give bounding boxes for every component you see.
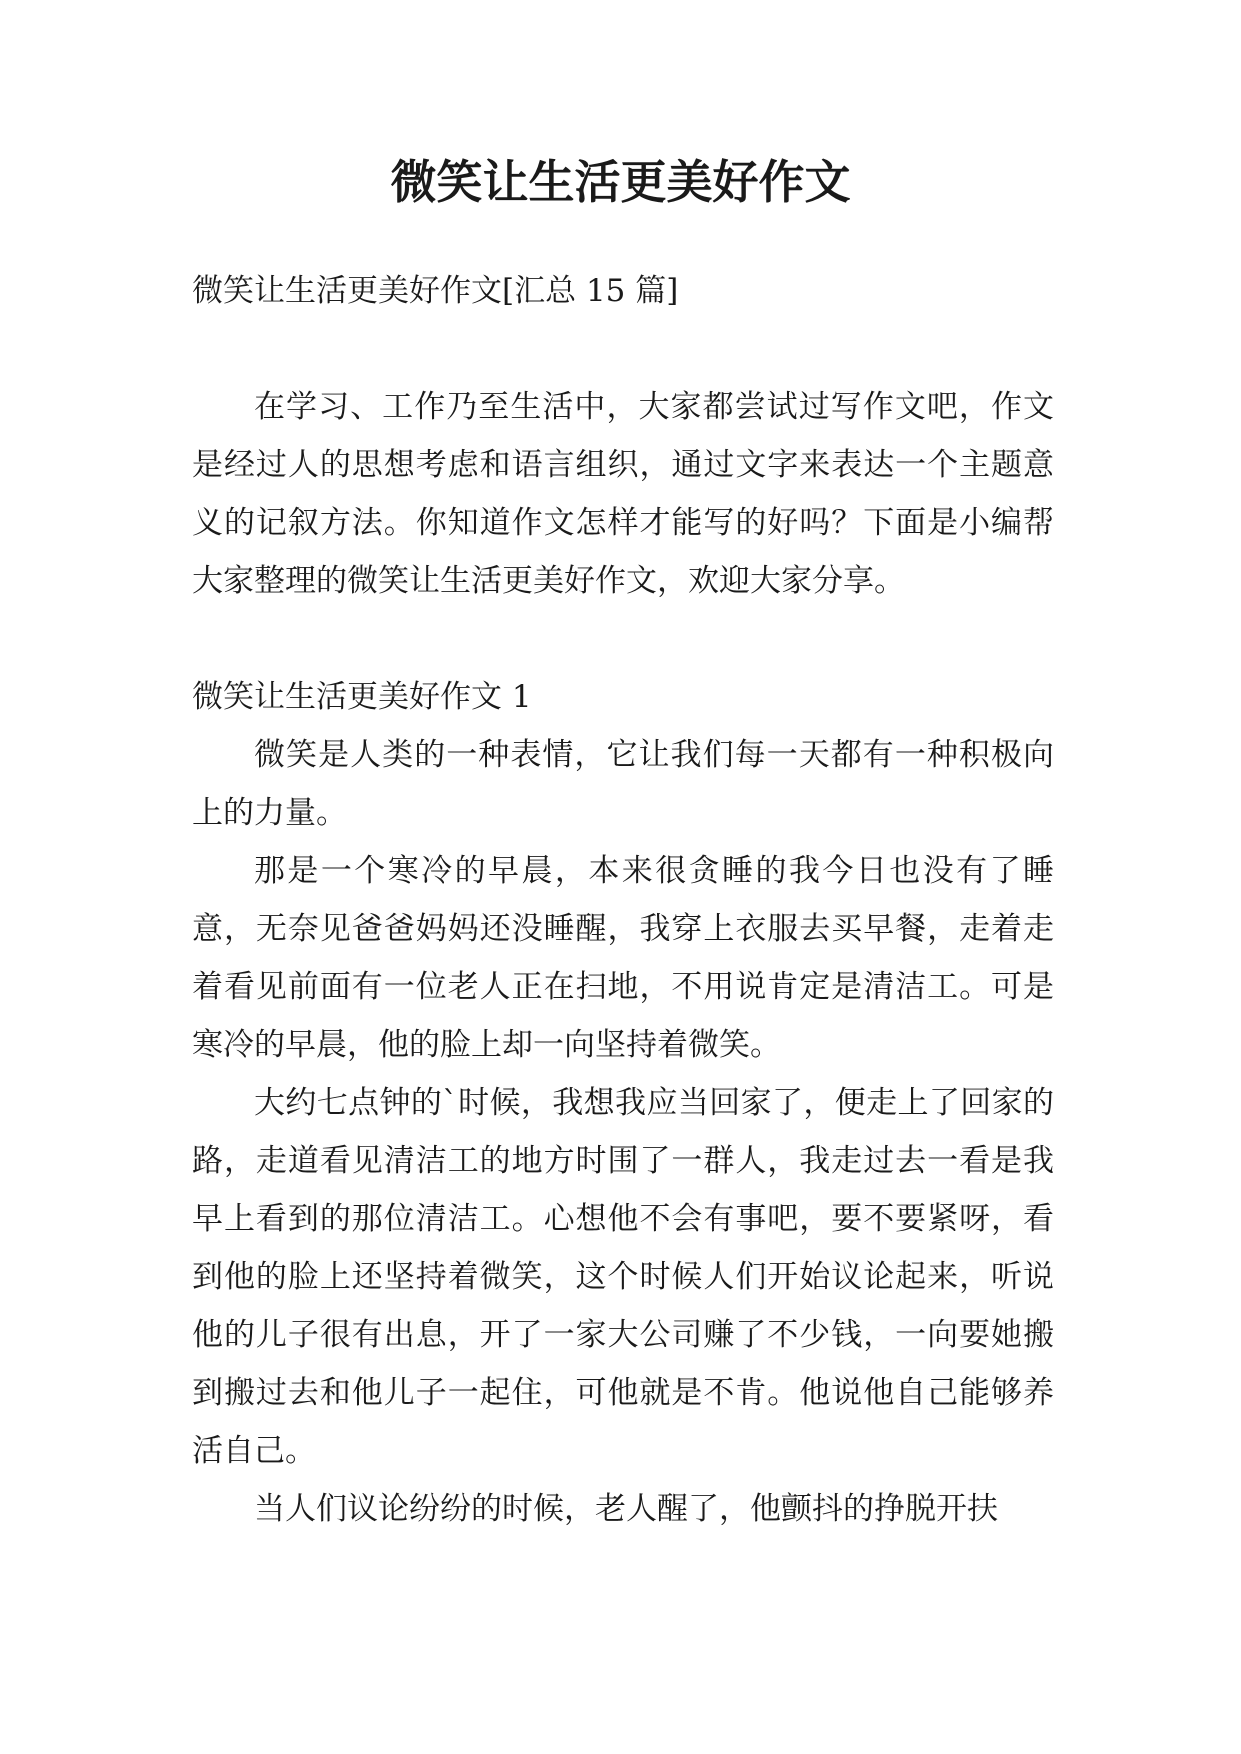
body-paragraph: 大约七点钟的`时候，我想我应当回家了，便走上了回家的路，走道看见清洁工的地方时围了一群人，我走过去一看是我早上看到的那位清洁工。心想他不会有事吧，要不要紧呀，看到他的脸上还坚持着微笑，这个时候人们开始议论起来，听说他的儿子很有出息，开了一家大公司赚了不少钱，一向要她搬到搬过去和他儿子一起住，可他就是不肯。他说他自己能够养活自己。 [192,1085,1054,1469]
section-heading: 微笑让生活更美好作文 1 [192,679,532,715]
document-body [192,262,1054,1538]
body-paragraph: 当人们议论纷纷的时候，老人醒了，他颤抖的挣脱开扶 [254,1491,998,1527]
body-paragraph: 那是一个寒冷的早晨，本来很贪睡的我今日也没有了睡意，无奈见爸爸妈妈还没睡醒，我穿上衣服去买早餐，走着走着看见前面有一位老人正在扫地，不用说肯定是清洁工。可是寒冷的早晨，他的脸上却一向坚持着微笑。 [192,853,1054,1063]
body-paragraph: 微笑是人类的一种表情，它让我们每一天都有一种积极向上的力量。 [192,737,1054,831]
document-subtitle: 微笑让生活更美好作文[汇总 15 篇] [192,273,679,309]
intro-paragraph: 在学习、工作乃至生活中，大家都尝试过写作文吧，作文是经过人的思想考虑和语言组织，通过文字来表达一个主题意义的记叙方法。你知道作文怎样才能写的好吗？下面是小编帮大家整理的微笑让生活更美好作文，欢迎大家分享。 [192,389,1054,599]
document-title: 微笑让生活更美好作文 [390,155,851,209]
